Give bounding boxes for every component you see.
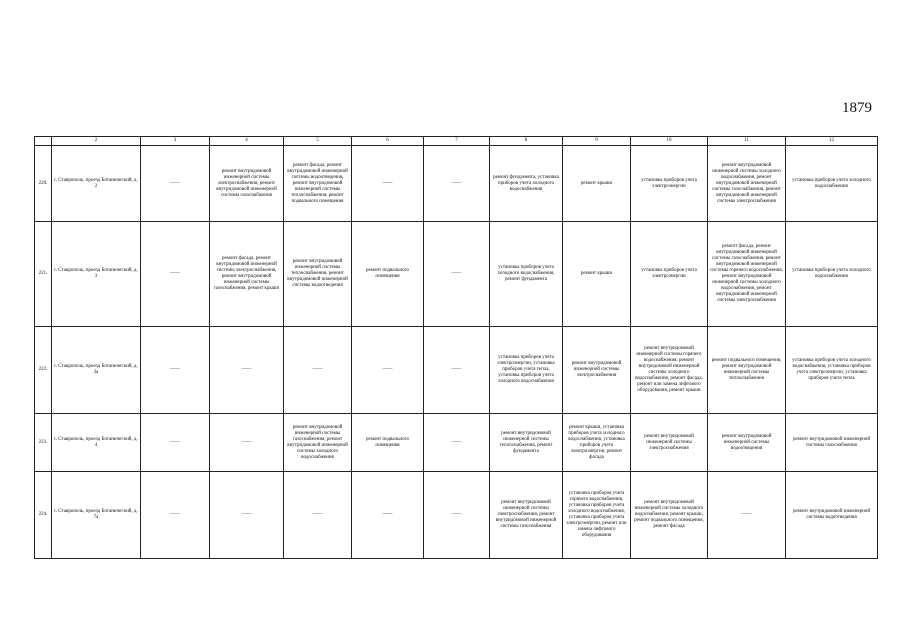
table-cell: —— bbox=[424, 414, 490, 472]
table-cell: —— bbox=[141, 414, 210, 472]
table-cell: ремонт внутридомовой инженерной системы холодного водоснабжения, ремонт внутридомовой инженерной системы газоснабжения, ремонт внутридомовой инженерной системы электроснабжения bbox=[708, 146, 786, 222]
table-cell: установка приборов учета холодного водоснабжения, установка приборов учета электроэнергии, установка приборов учета тепла bbox=[786, 327, 878, 414]
row-number: 220. bbox=[35, 146, 52, 222]
header-cell bbox=[35, 137, 52, 146]
header-cell: 6 bbox=[352, 137, 424, 146]
table-cell: ремонт крыши bbox=[563, 222, 631, 327]
table-cell: —— bbox=[210, 472, 284, 559]
table-cell: ремонт подвального помещения bbox=[352, 222, 424, 327]
header-cell: 11 bbox=[708, 137, 786, 146]
table-cell: ремонт подвального помещения bbox=[352, 414, 424, 472]
row-number: 224. bbox=[35, 472, 52, 559]
table-cell: —— bbox=[284, 472, 352, 559]
header-cell: 12 bbox=[786, 137, 878, 146]
table-row bbox=[35, 222, 878, 327]
table-cell: ремонт фасада, ремонт внутридомовой инженерной системы газоснабжения, ремонт внутридомовой инженерной системы горячего водоснабжения, ремонт внутридомовой инженерной системы холодного водоснабжения, ремонт внутридомовой инженерной системы электроснабжения bbox=[708, 222, 786, 327]
table-cell: —— bbox=[141, 146, 210, 222]
table-cell: ремонт внутридомовой инженерной системы электроснабжения, ремонт внутридомовой инженерной системы газоснабжения bbox=[490, 472, 563, 559]
row-number: 222. bbox=[35, 327, 52, 414]
table-cell: ремонт внутридомовой инженерной системы электроснабжения bbox=[631, 414, 708, 472]
table-cell: ремонт подвального помещения, ремонт внутридомовой инженерной системы теплоснабжения bbox=[708, 327, 786, 414]
column-number-row bbox=[35, 137, 878, 146]
repair-schedule-table bbox=[34, 136, 878, 559]
table-cell: ремонт внутридомовой инженерной системы газоснабжения, ремонт внутридомовой инженерной системы холодного водоснабжения bbox=[284, 414, 352, 472]
table-cell: ремонт фасада, ремонт внутридомовой инженерной системы электроснабжения, ремонт внутридомовой инженерной системы газоснабжения, ремонт крыши bbox=[210, 222, 284, 327]
table-cell: —— bbox=[210, 414, 284, 472]
table-cell: —— bbox=[210, 327, 284, 414]
address-cell: г. Ставрополь, проезд Ботанический, д. 7а bbox=[52, 472, 141, 559]
table-cell: ремонт фасада, ремонт внутридомовой инженерной системы водоотведения, ремонт внутридомовой инженерной системы теплоснабжения, ремонт подвального помещения bbox=[284, 146, 352, 222]
table-cell: —— bbox=[284, 327, 352, 414]
header-cell: 4 bbox=[210, 137, 284, 146]
header-cell: 9 bbox=[563, 137, 631, 146]
table-cell: установка приборов учета электроэнергии bbox=[631, 222, 708, 327]
table-cell: ремонт крыши, установка приборов учета холодного водоснабжения, установка приборов учета электроэнергии, ремонт фасада bbox=[563, 414, 631, 472]
table-cell: установка приборов учета электроэнергии, установка приборов учета тепла, установка приборов учета холодного водоснабжения bbox=[490, 327, 563, 414]
table-cell: установка приборов учета горячего водоснабжения, установка приборов учета холодного водоснабжения, установка приборов учета электроэнергии, ремонт или замена лифтового оборудования bbox=[563, 472, 631, 559]
address-cell: г. Ставрополь, проезд Ботанический, д. 2 bbox=[52, 146, 141, 222]
table-cell: установка приборов учета холодного водоснабжения bbox=[786, 146, 878, 222]
address-cell: г. Ставрополь, проезд Ботанический, д. 3а bbox=[52, 327, 141, 414]
row-number: 223. bbox=[35, 414, 52, 472]
table-row bbox=[35, 146, 878, 222]
table-cell: установка приборов учета холодного водоснабжения bbox=[786, 222, 878, 327]
table-cell: ремонт внутридомовой инженерной системы водоотведения bbox=[708, 414, 786, 472]
table-cell: —— bbox=[424, 222, 490, 327]
table-cell: —— bbox=[708, 472, 786, 559]
header-cell: 5 bbox=[284, 137, 352, 146]
table-cell: —— bbox=[424, 327, 490, 414]
table-cell: установка приборов учета электроэнергии bbox=[631, 146, 708, 222]
page-number: 1879 bbox=[842, 100, 872, 116]
table-row bbox=[35, 414, 878, 472]
address-cell: г. Ставрополь, проезд Ботанический, д. 4 bbox=[52, 414, 141, 472]
table-cell: ремонт внутридомовой инженерной системы электроснабжения bbox=[563, 327, 631, 414]
table-cell: установка приборов учета холодного водоснабжения, ремонт фундамента bbox=[490, 222, 563, 327]
table-cell: —— bbox=[141, 222, 210, 327]
table-cell: —— bbox=[352, 327, 424, 414]
table-cell: —— bbox=[424, 146, 490, 222]
address-cell: г. Ставрополь, проезд Ботанический, д. 3 bbox=[52, 222, 141, 327]
table-cell: —— bbox=[424, 472, 490, 559]
header-cell: 10 bbox=[631, 137, 708, 146]
header-cell: 2 bbox=[52, 137, 141, 146]
table-cell: —— bbox=[141, 327, 210, 414]
header-cell: 3 bbox=[141, 137, 210, 146]
table-cell: ремонт внутридомовой инженерной системы холодного водоснабжения, ремонт крыши, ремонт подвального помещения, ремонт фасада bbox=[631, 472, 708, 559]
table-cell: ремонт крыши bbox=[563, 146, 631, 222]
table-cell: ремонт внутридомовой инженерной системы горячего водоснабжения, ремонт внутридомовой инженерной системы холодного водоснабжения, ремонт фасада, ремонт или замена лифтового оборудования, ремонт крыши bbox=[631, 327, 708, 414]
table-cell: ремонт фундамента, установка приборов учета холодного водоснабжения bbox=[490, 146, 563, 222]
table-cell: ремонт внутридомовой инженерной системы газоснабжения bbox=[786, 414, 878, 472]
table-cell: —— bbox=[352, 146, 424, 222]
table-row bbox=[35, 472, 878, 559]
header-cell: 7 bbox=[424, 137, 490, 146]
table-cell: —— bbox=[141, 472, 210, 559]
table-cell: ремонт внутридомовой инженерной системы электроснабжения, ремонт внутридомовой инженерной системы газоснабжения bbox=[210, 146, 284, 222]
row-number: 221. bbox=[35, 222, 52, 327]
table-cell: ремонт внутридомовой инженерной системы теплоснабжения, ремонт фундамента bbox=[490, 414, 563, 472]
table-cell: ремонт внутридомовой инженерной системы теплоснабжения, ремонт внутридомовой инженерной системы водоотведения bbox=[284, 222, 352, 327]
table-cell: —— bbox=[352, 472, 424, 559]
table-row bbox=[35, 327, 878, 414]
table-cell: ремонт внутридомовой инженерной системы водоотведения bbox=[786, 472, 878, 559]
header-cell: 8 bbox=[490, 137, 563, 146]
